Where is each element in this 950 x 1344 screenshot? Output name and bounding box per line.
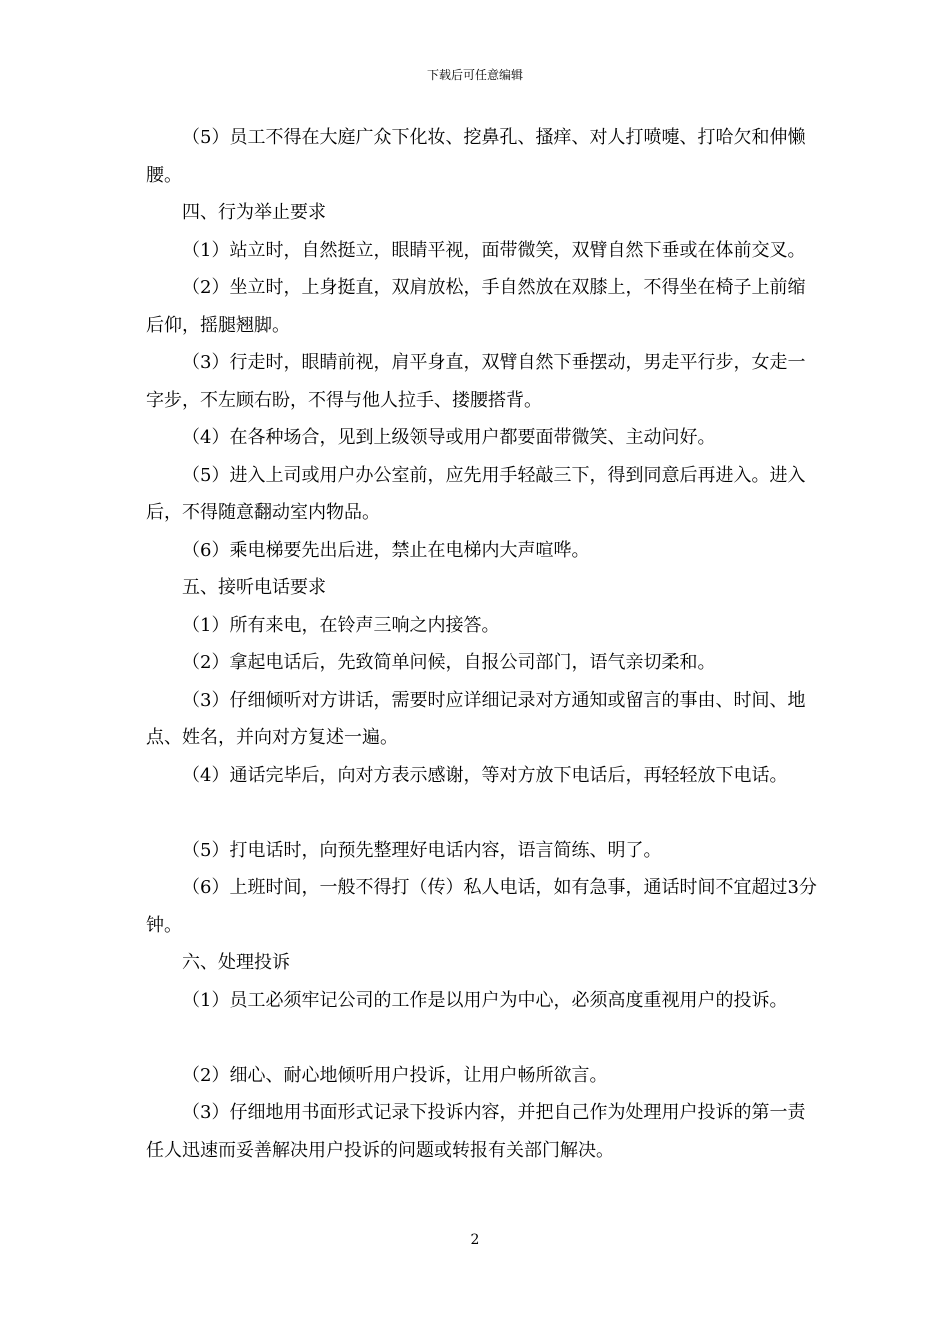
page-header: 下载后可任意编辑: [426, 68, 523, 82]
paragraph: （2）坐立时，上身挺直，双肩放松，手自然放在双膝上，不得坐在椅子上前缩后仰，摇腿翘脚。: [146, 277, 806, 336]
paragraph: （3）仔细倾听对方讲话，需要时应详细记录对方通知或留言的事由、时间、地点、姓名，并向对方复述一遍。: [146, 689, 806, 748]
paragraph: （3）仔细地用书面形式记录下投诉内容，并把自己作为处理用户投诉的第一责任人迅速而妥善解决用户投诉的问题或转报有关部门解决。: [146, 1102, 806, 1161]
section-heading: 四、行为举止要求: [182, 202, 326, 223]
paragraph: （4）通话完毕后，向对方表示感谢，等对方放下电话后，再轻轻放下电话。: [182, 764, 788, 786]
paragraph: （6）乘电梯要先出后进，禁止在电梯内大声喧哗。: [182, 539, 590, 561]
blank-line: [146, 1019, 821, 1057]
page-number: 2: [470, 1232, 480, 1248]
paragraph: （5）员工不得在大庭广众下化妆、挖鼻孔、搔痒、对人打喷嚏、打哈欠和伸懒腰。: [146, 127, 806, 186]
document-body: [146, 119, 821, 1169]
section-heading: 五、接听电话要求: [182, 577, 326, 598]
paragraph: （6）上班时间，一般不得打（传）私人电话，如有急事，通话时间不宜超过3分钟。: [146, 877, 817, 936]
paragraph: （2）细心、耐心地倾听用户投诉，让用户畅所欲言。: [182, 1064, 608, 1086]
paragraph: （5）打电话时，向预先整理好电话内容，语言简练、明了。: [182, 839, 662, 861]
blank-line: [146, 794, 821, 832]
paragraph: （1）站立时，自然挺立，眼睛平视，面带微笑，双臂自然下垂或在体前交叉。: [182, 239, 806, 261]
section-heading: 六、处理投诉: [182, 952, 290, 973]
paragraph: （2）拿起电话后，先致简单问候，自报公司部门，语气亲切柔和。: [182, 652, 716, 673]
paragraph: （5）进入上司或用户办公室前，应先用手轻敲三下，得到同意后再进入。进入后，不得随意翻动室内物品。: [146, 464, 806, 523]
paragraph: （1）所有来电，在铃声三响之内接答。: [182, 614, 500, 636]
paragraph: （1）员工必须牢记公司的工作是以用户为中心，必须高度重视用户的投诉。: [182, 989, 788, 1011]
paragraph: （3）行走时，眼睛前视，肩平身直，双臂自然下垂摆动，男走平行步，女走一字步，不左顾右盼，不得与他人拉手、搂腰搭背。: [146, 352, 806, 411]
paragraph: （4）在各种场合，见到上级领导或用户都要面带微笑、主动问好。: [182, 427, 716, 448]
